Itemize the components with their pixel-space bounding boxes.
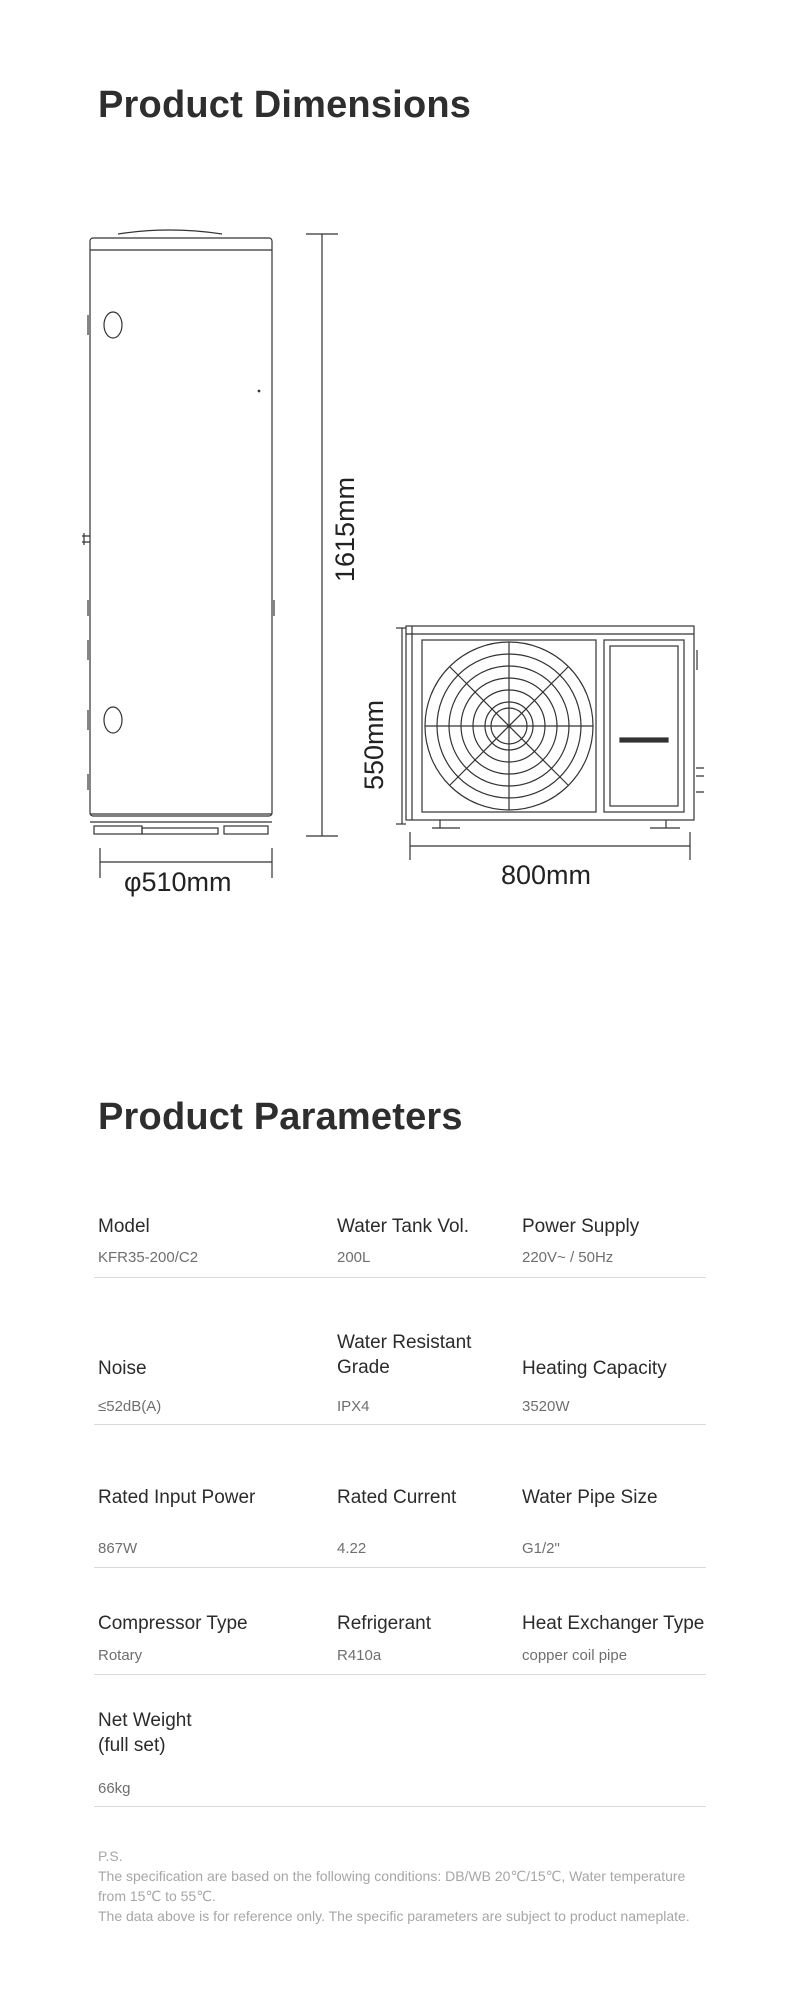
param-value-refrigerant: R410a	[337, 1647, 382, 1664]
param-value-noise: ≤52dB(A)	[98, 1398, 162, 1415]
unit-height-label: 550mm	[359, 699, 389, 790]
unit-width-label: 800mm	[501, 860, 592, 890]
param-value-model: KFR35-200/C2	[98, 1249, 199, 1266]
parameters-title: Product Parameters	[98, 1096, 463, 1138]
tank-height-label: 1615mm	[330, 476, 360, 582]
param-label-heating-capacity: Heating Capacity	[522, 1358, 667, 1379]
param-value-water-pipe-size: G1/2"	[522, 1540, 560, 1557]
param-row	[94, 1708, 706, 1807]
param-value-tank-vol: 200L	[337, 1249, 371, 1266]
note-reference: The data above is for reference only. The specific parameters are subject to product nameplate.	[98, 1908, 690, 1924]
param-label-heat-exchanger: Heat Exchanger Type	[522, 1613, 705, 1634]
param-label-power-supply: Power Supply	[522, 1216, 640, 1237]
param-label-rated-input-power: Rated Input Power	[98, 1487, 256, 1508]
param-value-rated-input-power: 867W	[98, 1540, 138, 1557]
param-value-heat-exchanger: copper coil pipe	[522, 1647, 628, 1664]
param-label-tank-vol: Water Tank Vol.	[337, 1216, 470, 1237]
param-value-compressor-type: Rotary	[98, 1647, 143, 1664]
ps-label: P.S.	[98, 1848, 123, 1864]
note-conditions: The specification are based on the following conditions: DB/WB 20℃/15℃, Water temperature from 15℃ to 55℃.	[98, 1868, 686, 1904]
param-label-model: Model	[98, 1216, 150, 1237]
param-value-net-weight: 66kg	[98, 1780, 131, 1797]
param-row	[94, 1210, 706, 1278]
param-row	[94, 1608, 706, 1675]
param-value-water-resistant: IPX4	[337, 1398, 370, 1415]
param-label-water-resistant: Water Resistant Grade	[337, 1332, 472, 1378]
param-label-noise: Noise	[98, 1358, 147, 1379]
tank-diameter-label: φ510mm	[124, 867, 232, 897]
param-row	[94, 1480, 706, 1568]
param-label-compressor-type: Compressor Type	[98, 1613, 248, 1634]
param-label-rated-current: Rated Current	[337, 1487, 457, 1508]
outdoor-unit-drawing	[406, 626, 704, 828]
footnote	[98, 1846, 698, 1926]
water-tank-drawing	[82, 230, 274, 834]
param-value-rated-current: 4.22	[337, 1540, 367, 1557]
param-label-net-weight: Net Weight (full set)	[98, 1710, 192, 1756]
param-value-heating-capacity: 3520W	[522, 1398, 570, 1415]
param-label-water-pipe-size: Water Pipe Size	[522, 1487, 658, 1508]
param-value-power-supply: 220V~ / 50Hz	[522, 1249, 614, 1266]
dimensions-title: Product Dimensions	[98, 84, 472, 126]
param-label-refrigerant: Refrigerant	[337, 1613, 431, 1634]
param-row	[94, 1330, 706, 1425]
